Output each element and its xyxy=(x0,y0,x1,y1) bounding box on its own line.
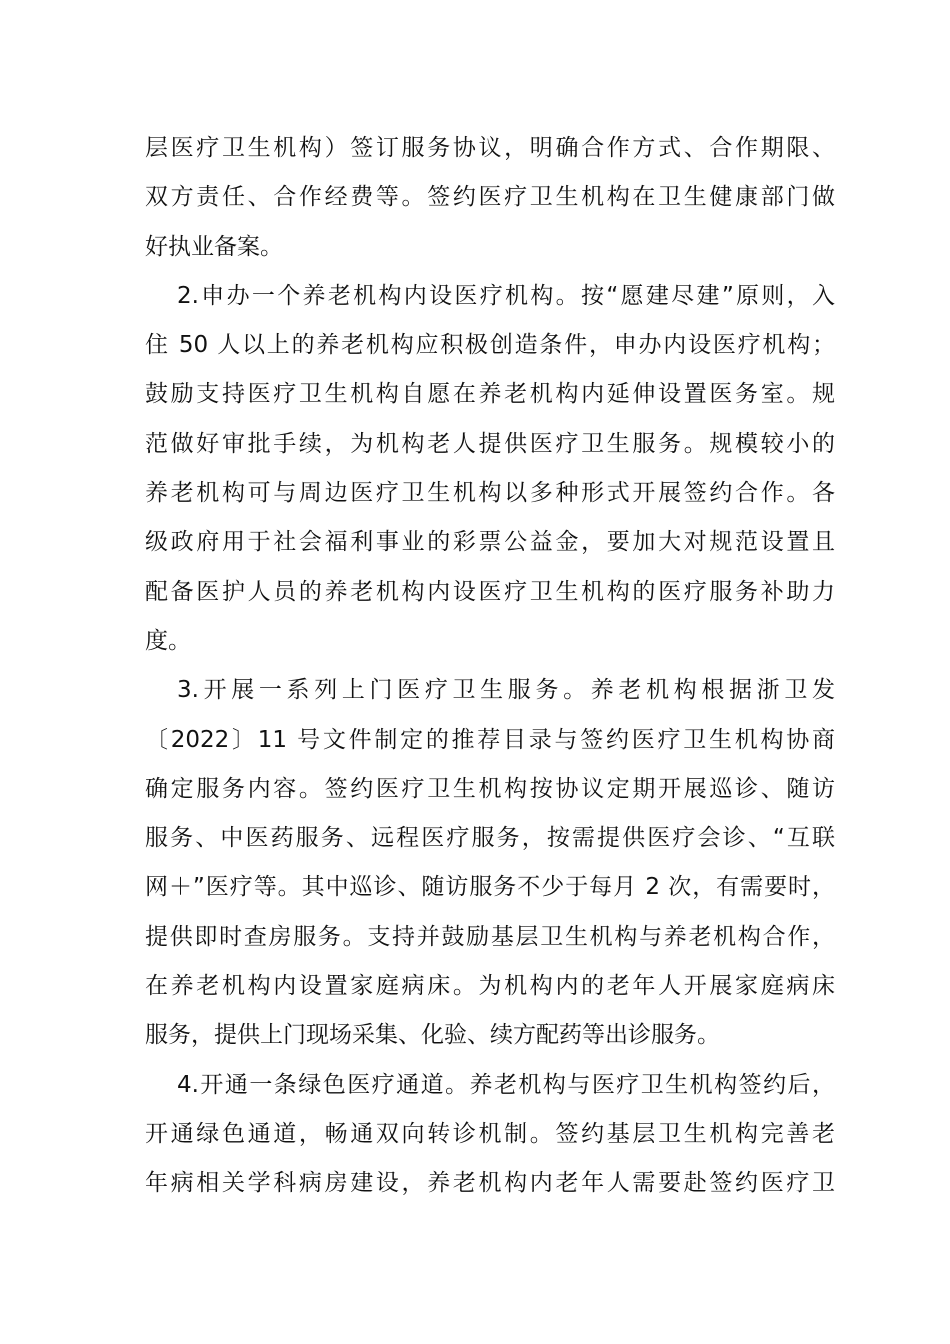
text-line: 开通绿色通道，畅通双向转诊机制。签约基层卫生机构完善老 xyxy=(145,1120,835,1147)
text-line: 住 50 人以上的养老机构应积极创造条件，申办内设医疗机构； xyxy=(145,332,835,359)
text-line: 提供即时查房服务。支持并鼓励基层卫生机构与养老机构合作， xyxy=(145,923,835,950)
text-line: 范做好审批手续，为机构老人提供医疗卫生服务。规模较小的 xyxy=(145,430,835,457)
text-line: 服务、中医药服务、远程医疗服务，按需提供医疗会诊、“互联 xyxy=(145,825,835,852)
text-line: 年病相关学科病房建设，养老机构内老年人需要赴签约医疗卫 xyxy=(145,1170,835,1197)
text-line: 配备医护人员的养老机构内设医疗卫生机构的医疗服务补助力 xyxy=(145,578,835,605)
text-line: 双方责任、合作经费等。签约医疗卫生机构在卫生健康部门做 xyxy=(145,184,835,211)
text-line: 养老机构可与周边医疗卫生机构以多种形式开展签约合作。各 xyxy=(145,480,835,507)
text-line: 层医疗卫生机构）签订服务协议，明确合作方式、合作期限、 xyxy=(145,135,835,161)
text-line: 服务，提供上门现场采集、化验、续方配药等出诊服务。 xyxy=(145,1022,720,1049)
text-line: 在养老机构内设置家庭病床。为机构内的老年人开展家庭病床 xyxy=(145,973,835,1000)
text-line: 确定服务内容。签约医疗卫生机构按协议定期开展巡诊、随访 xyxy=(145,775,835,802)
text-line: 鼓励支持医疗卫生机构自愿在养老机构内延伸设置医务室。规 xyxy=(145,381,835,408)
text-line: 4.开通一条绿色医疗通道。养老机构与医疗卫生机构签约后， xyxy=(177,1071,835,1098)
text-line: 好执业备案。 xyxy=(145,233,283,260)
text-line: 2.申办一个养老机构内设医疗机构。按“愿建尽建”原则，入 xyxy=(177,282,835,309)
text-line: 网＋”医疗等。其中巡诊、随访服务不少于每月 2 次，有需要时， xyxy=(145,874,835,901)
text-line: 3.开展一系列上门医疗卫生服务。养老机构根据浙卫发 xyxy=(177,677,835,704)
text-line: 级政府用于社会福利事业的彩票公益金，要加大对规范设置且 xyxy=(145,529,835,556)
body-text xyxy=(145,124,835,1209)
text-line: 度。 xyxy=(145,627,191,654)
text-line: 〔2022〕11 号文件制定的推荐目录与签约医疗卫生机构协商 xyxy=(145,726,835,753)
